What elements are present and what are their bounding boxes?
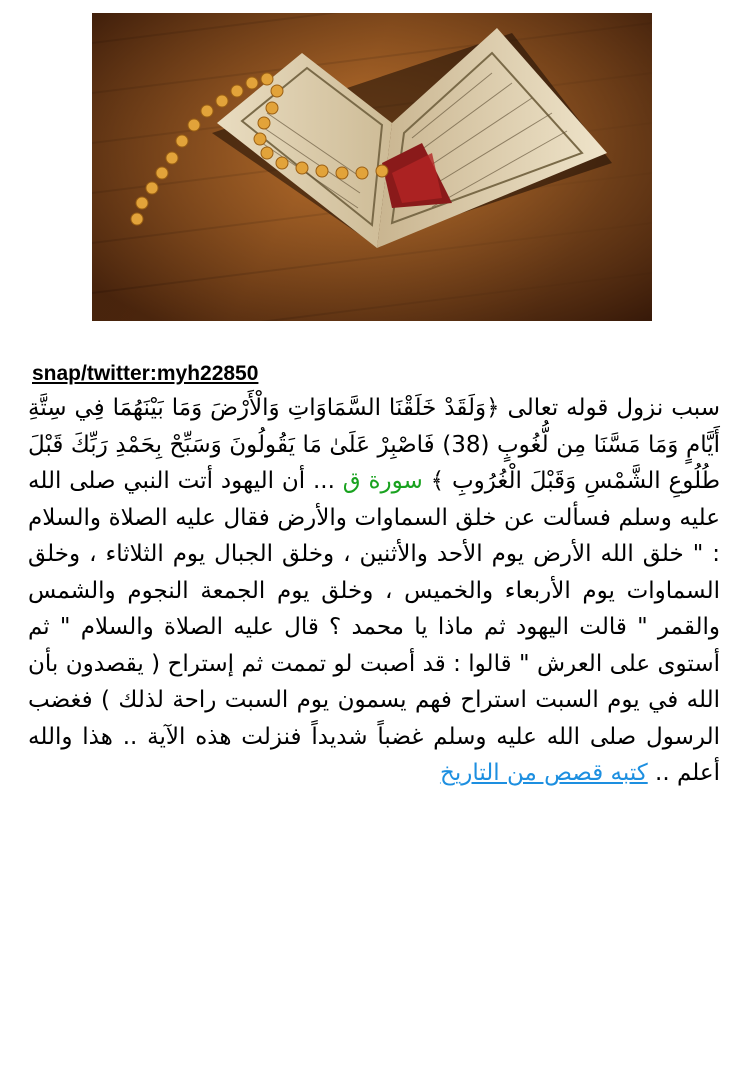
story-body: أن اليهود أتت النبي صلى الله عليه وسلم فسألت عن خلق السماوات والأرض فقال عليه الصلاة والسلام : " خلق الله الأرض يوم الأحد والأثنين ، وخلق الجبال يوم الثلاثاء ، وخلق السماوات يوم الأربعاء والخميس ، وخلق يوم الجمعة النجوم والشمس والقمر " قالت اليهود ثم ماذا يا محمد ؟ قال عليه الصلاة والسلام " ثم أستوى على العرش " قالوا : قد أصبت لو تممت ثم إستراح ( يقصدون بأن الله في يوم السبت استراح فهم يسمون يوم السبت راحة لذلك ) فغضب الرسول صلى الله عليه وسلم غضباً شديداً فنزلت هذه الآية .. هذا والله أعلم .. [28, 468, 720, 786]
article-text [28, 390, 720, 792]
ellipsis: ... [312, 468, 335, 494]
quran-photo [92, 13, 652, 321]
quran-with-prayer-beads-image [92, 13, 652, 321]
author-link[interactable]: كتبه قصص من التاريخ [439, 760, 648, 786]
surah-name: سورة ق [342, 468, 423, 494]
social-handle[interactable]: snap/twitter:myh22850 [32, 362, 259, 385]
verse-intro: سبب نزول قوله تعالى ﴿وَلَقَدْ خَلَقْنَا السَّمَاوَاتِ وَالْأَرْضَ وَمَا بَيْنَهُمَا فِي سِتَّةِ أَيَّامٍ وَمَا مَسَّنَا مِن لُّغُوبٍ (38) فَاصْبِرْ عَلَىٰ مَا يَقُولُونَ وَسَبِّحْ بِحَمْدِ رَبِّكَ قَبْلَ طُلُوعِ الشَّمْسِ وَقَبْلَ الْغُرُوبِ ﴾ [28, 395, 721, 494]
